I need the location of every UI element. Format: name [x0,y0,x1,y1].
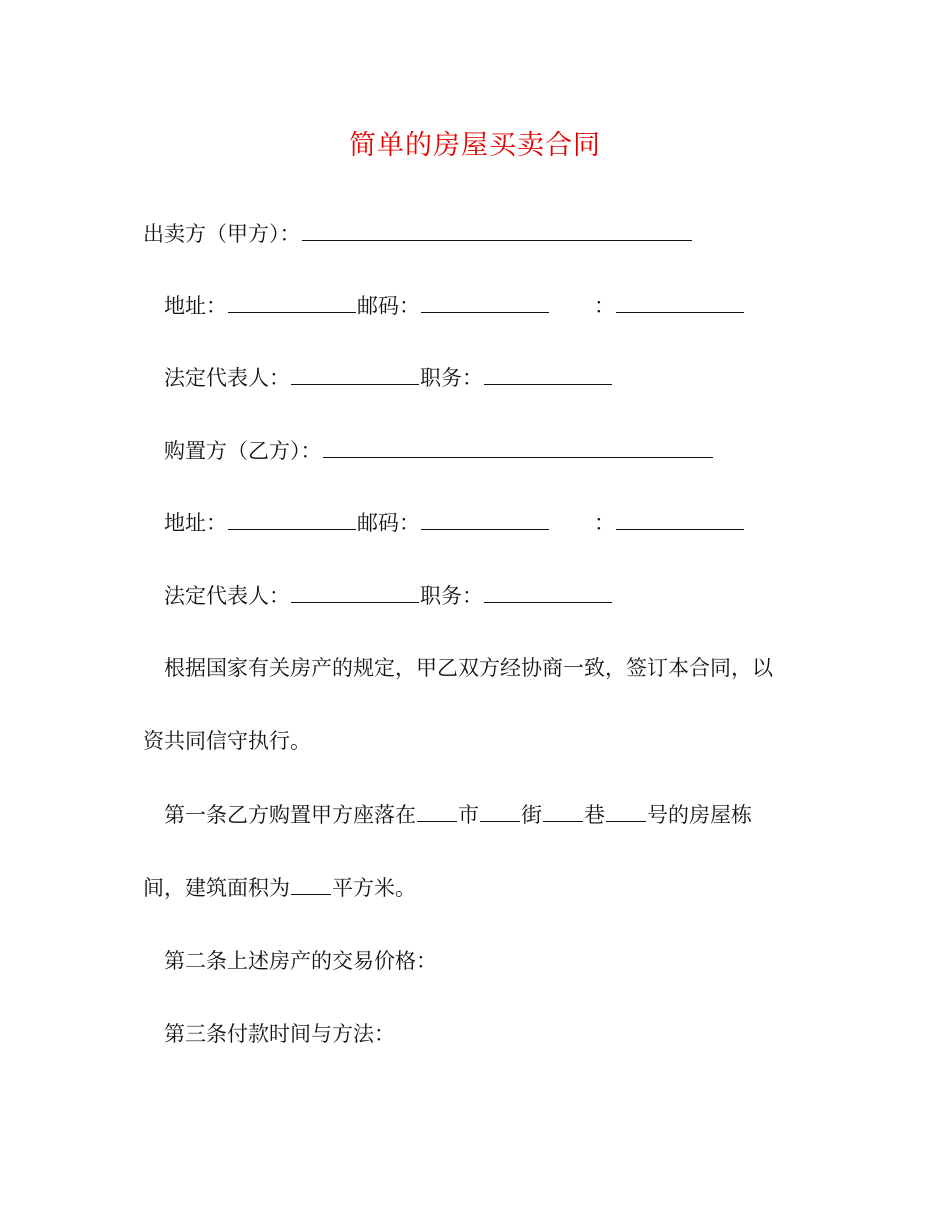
buyer-phone-field[interactable] [616,507,744,530]
seller-label: 出卖方（甲方）： [143,222,301,246]
document-title: 简单的房屋买卖合同 [349,130,601,161]
buyer-phone-label: ： [594,511,615,535]
area-unit: 平方米。 [332,876,416,900]
seller-postcode-field[interactable] [421,290,549,313]
buyer-name-field[interactable] [323,435,713,458]
city-label: 市 [458,803,479,827]
seller-address-label: 地址： [164,294,227,318]
number-label: 号的房屋栋 [647,803,752,827]
buyer-postcode-label: 邮码： [357,511,420,535]
buyer-rep-line [164,578,613,614]
lane-field[interactable] [543,799,583,822]
buyer-rep-label: 法定代表人： [164,584,290,608]
seller-position-field[interactable] [484,362,612,385]
seller-address-field[interactable] [228,290,356,313]
buyer-address-label: 地址： [164,511,227,535]
article-2: 第二条上述房产的交易价格： [164,949,437,973]
street-field[interactable] [480,799,520,822]
seller-rep-label: 法定代表人： [164,366,290,390]
preamble-line-2: 资共同信守执行。 [143,729,311,753]
article-1-line-2 [143,870,416,906]
buyer-address-line [164,505,745,541]
seller-rep-line [164,360,613,396]
seller-position-label: 职务： [420,366,483,390]
seller-phone-label: ： [594,294,615,318]
seller-rep-field[interactable] [291,362,419,385]
seller-postcode-label: 邮码： [357,294,420,318]
buyer-position-label: 职务： [420,584,483,608]
article-3: 第三条付款时间与方法： [164,1022,395,1046]
city-field[interactable] [417,799,457,822]
buyer-label: 购置方（乙方）： [164,439,322,463]
street-label: 街 [521,803,542,827]
buyer-rep-field[interactable] [291,580,419,603]
seller-address-line [164,288,745,324]
seller-name-field[interactable] [302,218,692,241]
buyer-line [164,433,714,469]
lane-label: 巷 [584,803,605,827]
area-field[interactable] [291,872,331,895]
buyer-postcode-field[interactable] [421,507,549,530]
seller-phone-field[interactable] [616,290,744,313]
article-1-text: 第一条乙方购置甲方座落在 [164,803,416,827]
preamble-line-1: 根据国家有关房产的规定，甲乙双方经协商一致，签订本合同，以 [164,656,773,680]
area-label: 间，建筑面积为 [143,876,290,900]
seller-line [143,216,693,252]
buyer-position-field[interactable] [484,580,612,603]
article-1-line-1 [164,797,752,833]
number-field[interactable] [606,799,646,822]
buyer-address-field[interactable] [228,507,356,530]
